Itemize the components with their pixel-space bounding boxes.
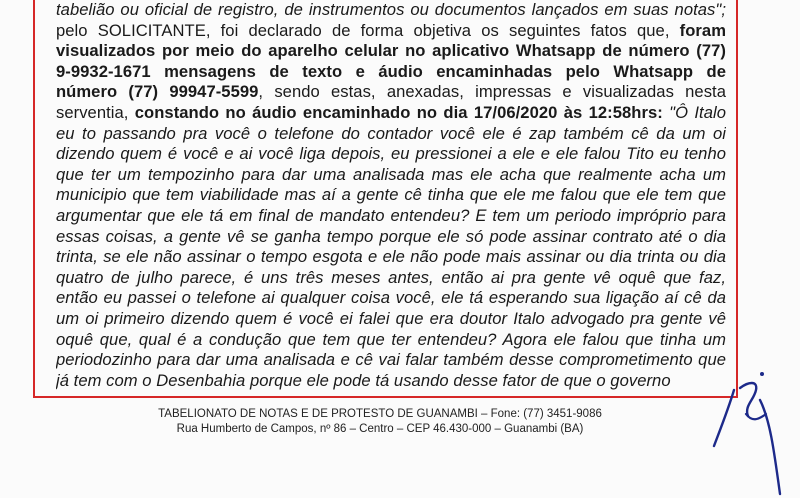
text-segment: argumentar que ele tá em final de mandato entendeu? E tem um periodo impróprio para [56,205,726,225]
footer-line-1: TABELIONATO DE NOTAS E DE PROTESTO DE GUANAMBI – Fone: (77) 3451-9086 [158,408,602,420]
footer-line-2: Rua Humberto de Campos, nº 86 – Centro – CEP 46.430-000 – Guanambi (BA) [176,423,584,435]
text-segment: constando no áudio encaminhado no dia 17/06/2020 às 12:58hrs: [134,102,663,122]
text-segment: número (77) 99947-5599 [56,82,259,102]
text-line [56,371,726,392]
text-segment: essas coisas, a gente vê se ganha tempo porque ele só pode assinar contrato até o dia [56,226,726,246]
text-segment: visualizados por meio do aparelho celular no aplicativo Whatsapp de número (77) [56,41,726,61]
text-segment: , sendo estas, anexadas, impressas e visualizadas nesta [258,82,726,102]
document-body [56,0,726,391]
text-line [56,206,726,227]
text-line [56,124,726,145]
text-line [56,350,726,371]
text-line [56,82,726,103]
text-line [56,309,726,330]
text-line [56,62,726,83]
text-line [56,144,726,165]
text-segment: "Ô Italo [662,102,726,122]
signature-mark [700,360,800,498]
text-line [56,41,726,62]
text-line [56,185,726,206]
text-line [56,330,726,351]
text-segment: que ter um tempozinho para dar uma analisada mas ele acha que realmente acha um [56,164,726,184]
text-line [56,21,726,42]
text-line [56,247,726,268]
text-segment: dizendo quem é você e ai você liga depois, eu pressionei a ele e ele falou Tito eu tenho [56,144,726,164]
text-segment: pelo SOLICITANTE, foi declarado de forma objetiva os seguintes fatos que, [56,20,680,40]
text-line [56,268,726,289]
text-segment: municipio que tem viabilidade mas aí a gente cê tinha que ele me falou que ele tem que [56,185,726,205]
text-segment: um oi primeiro dizendo quem é você ei falei que era doutor Italo advogado pra gente vê [56,308,726,328]
text-line [56,165,726,186]
text-segment: periodozinho para dar uma analisada e cê vai falar também desse comprometimento que [56,350,726,370]
text-line [56,288,726,309]
text-segment: eu to passando pra você o telefone do contador você ele é zap também cê da um oi [56,123,726,143]
text-segment: então eu passei o telefone ai qualquer coisa você, ele tá esperando sua ligação aí cê da [56,288,726,308]
text-segment: serventia, [56,102,135,122]
text-segment: já tem com o Desenbahia porque ele pode tá usando desse fator de que o governo [56,370,671,390]
text-line [56,0,726,21]
text-line [56,227,726,248]
text-segment: quatro de julho parece, é uns três meses antes, então ai pra gente vê oquê que faz, [56,267,726,287]
text-segment: oquê que, qual é a condução que tem que ter entendeu? Agora ele falou que tinha um [56,329,726,349]
text-segment: 9-9932-1671 mensagens de texto e áudio encaminhadas pelo Whatsapp de [56,61,726,81]
text-segment: trinta, se ele não assinar o tempo esgota e ele não pode mais assinar ou dia trinta ou dia [56,247,726,267]
text-segment: foram [679,20,726,40]
text-line [56,103,726,124]
text-segment: tabelião ou oficial de registro, de instrumentos ou documentos lançados em suas notas"; [56,0,726,19]
